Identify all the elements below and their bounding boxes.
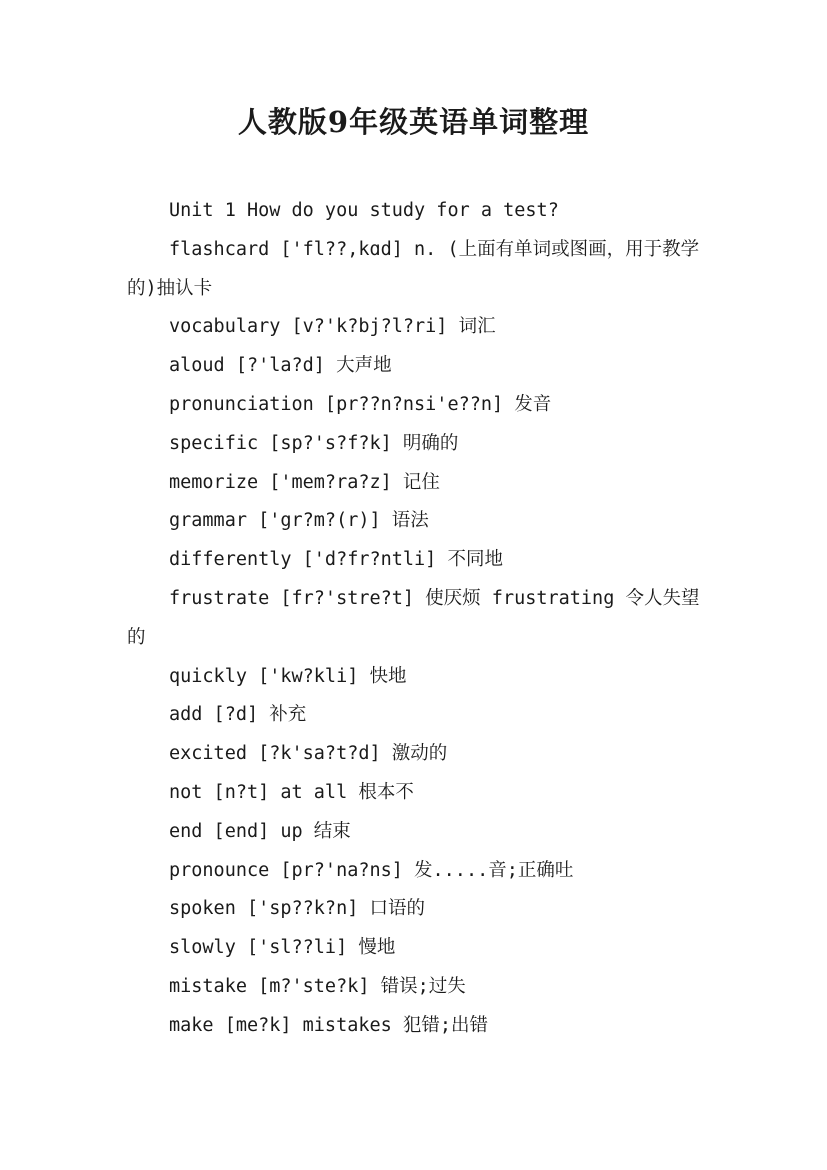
vocab-entry: excited [?k'sa?t?d] 激动的 (169, 743, 448, 765)
vocab-entry: vocabulary [v?'k?bj?l?ri] 词汇 (169, 316, 496, 338)
vocab-entry: end [end] up 结束 (169, 820, 351, 842)
vocab-entry: differently ['d?fr?ntli] 不同地 (169, 549, 503, 571)
vocab-entry: flashcard ['fl??,kɑd] n. (上面有单词或图画，用于教学的)抽认卡 (127, 238, 700, 299)
vocab-entry: mistake [m?'ste?k] 错误;过失 (169, 975, 466, 997)
document-body (127, 192, 705, 1046)
vocab-entry: grammar ['gr?m?(r)] 语法 (169, 510, 429, 532)
vocab-entry: add [?d] 补充 (169, 704, 307, 726)
vocab-entry: make [me?k] mistakes 犯错;出错 (169, 1014, 489, 1036)
vocab-entry: frustrate [fr?'stre?t] 使厌烦 frustrating 令人失望的 (127, 587, 700, 648)
document-title: 人教版9年级英语单词整理 (237, 105, 590, 139)
unit-heading: Unit 1 How do you study for a test? (169, 200, 559, 221)
vocab-entry: slowly ['sl??li] 慢地 (169, 937, 396, 959)
vocab-entry: quickly ['kw?kli] 快地 (169, 665, 407, 687)
vocab-entry: aloud [?'la?d] 大声地 (169, 355, 392, 377)
vocab-entry: not [n?t] at all 根本不 (169, 781, 414, 803)
vocab-entry: pronounce [pr?'na?ns] 发.....音;正确吐 (169, 859, 574, 881)
vocab-entry: spoken ['sp??k?n] 口语的 (169, 898, 425, 920)
vocab-entry: pronunciation [pr??n?nsi'e??n] 发音 (169, 393, 552, 415)
vocab-entry: specific [sp?'s?f?k] 明确的 (169, 432, 459, 454)
vocab-entry: memorize ['mem?ra?z] 记住 (169, 471, 440, 493)
